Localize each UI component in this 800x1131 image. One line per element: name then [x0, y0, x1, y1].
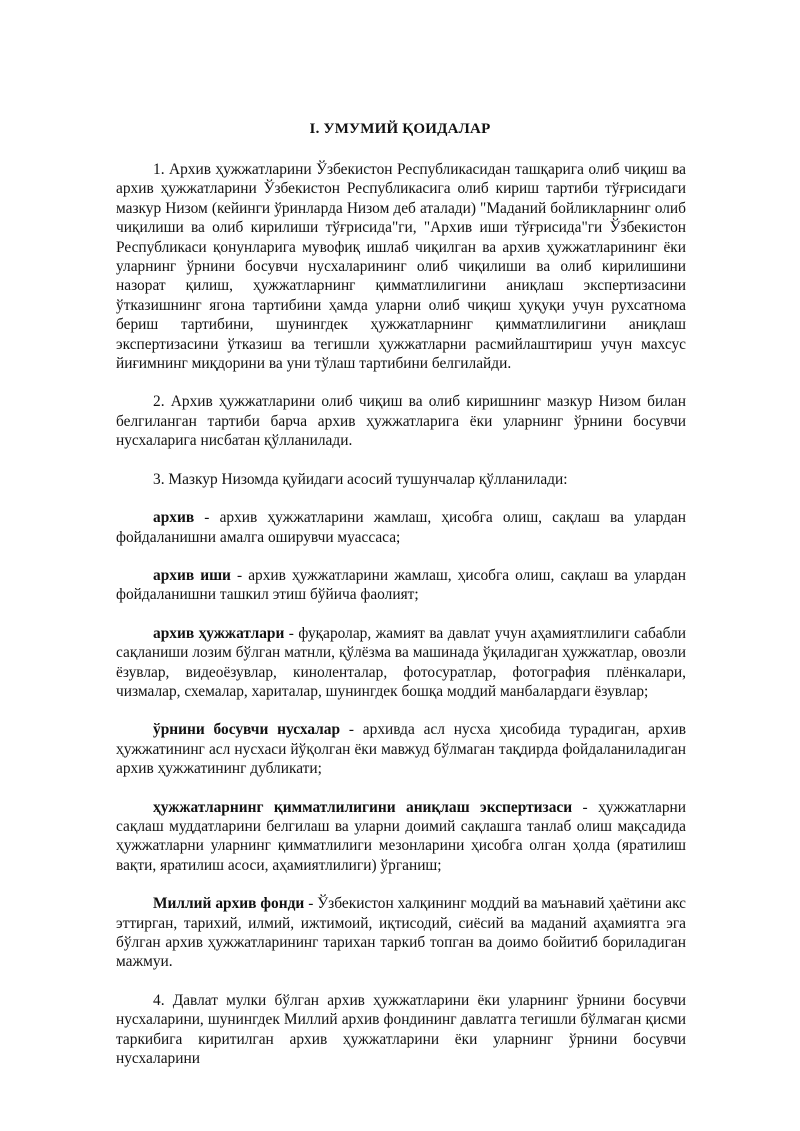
- definition-archive: [116, 508, 686, 547]
- definition-replacement-copies: [116, 720, 686, 778]
- paragraph-2: 2. Архив ҳужжатларини олиб чиқиш ва олиб киришнинг мазкур Низом билан белгиланган тартиби барча архив ҳужжатларига ёки уларнинг ўрнини босувчи нусхаларига нисбатан қўлланилади.: [116, 393, 686, 450]
- definition-term: архив ҳужжатлари: [153, 624, 285, 642]
- definition-text: - архив ҳужжатларини жамлаш, ҳисобга олиш, сақлаш ва улардан фойдаланишни ташкил этиш бўйича фаолият;: [116, 566, 686, 604]
- definition-term: архив: [153, 509, 195, 527]
- definition-archive-work: [116, 566, 686, 605]
- paragraph-1: 1. Архив ҳужжатларини Ўзбекистон Республикасидан ташқарига олиб чиқиш ва архив ҳужжатларини Ўзбекистон Республикасига олиб кириш тартиби тўғрисидаги мазкур Низом (кейинги ўринларда Низом деб аталади) "Маданий бойликларнинг олиб чиқилиши ва олиб кирилиши тўғрисида"ги, "Архив иши тўғрисида"ги Ўзбекистон Республикаси қонунларига мувофиқ ишлаб чиқилган ва архив ҳужжатларининг ёки уларнинг ўрнини босувчи нусхаларининг олиб чиқилиши ва олиб кирилишини назорат қилиш, ҳужжатларнинг қимматлилигини аниқлаш экспертизасини ўтказишнинг ягона тартибини ҳамда уларни олиб чиқиш ҳуқуқи учун рухсатнома бериш тартибини, шунингдек ҳужжатларнинг қимматлилигини аниқлаш экспертизасини ўтказиш ва тегишли ҳужжатларни расмийлаштириш учун махсус йиғимнинг миқдорини ва уни тўлаш тартибини белгилайди.: [116, 161, 686, 373]
- definition-national-archive-fund: [116, 894, 686, 972]
- definition-term: архив иши: [153, 566, 231, 584]
- definition-text: - ҳужжатларни сақлаш муддатларини белгилаш ва уларни доимий сақлашга танлаб олиш мақсадида ҳужжатларни уларнинг қимматлилиги мезонларини ҳисобга олган ҳолда (яратилиш вақти, яратилиш асоси, аҳамиятлилиги) ўрганиш;: [116, 798, 686, 874]
- definition-term: Миллий архив фонди: [153, 895, 305, 913]
- definition-archive-documents: [116, 624, 686, 702]
- paragraph-4: 4. Давлат мулки бўлган архив ҳужжатларини ёки уларнинг ўрнини босувчи нусхаларини, шунингдек Миллий архив фондининг давлатга тегишли бўлмаган қисми таркибига киритилган архив ҳужжатларини ёки уларнинг ўрнини босувчи нусхаларини: [116, 991, 686, 1068]
- definition-text: - фуқаролар, жамият ва давлат учун аҳамиятлилиги сабабли сақланиши лозим бўлган матнли, қўлёзма ва машинада ўқиладиган ҳужжатлар, овозли ёзувлар, видеоёзувлар, киноленталар, фотосуратлар, фотография плёнкалари, чизмалар, схемалар, хариталар, шунингдек бошқа моддий манбалардаги ёзувлар;: [116, 624, 687, 700]
- definition-text: - архив ҳужжатларини жамлаш, ҳисобга олиш, сақлаш ва улардан фойдаланишни амалга оширувчи муассаса;: [116, 509, 686, 546]
- definition-text: - Ўзбекистон халқининг моддий ва маънавий ҳаётини акс эттирган, тарихий, илмий, ижтимоий, иқтисодий, сиёсий ва маданий аҳамиятга эга бўлган архив ҳужжатларининг тарихан таркиб топган ва доимо бойитиб бориладиган мажмуи.: [116, 895, 687, 971]
- paragraph-3: 3. Мазкур Низомда қуйидаги асосий тушунчалар қўлланилади:: [153, 470, 568, 488]
- section-heading: I. УМУМИЙ ҚОИДАЛАР: [309, 121, 491, 137]
- definition-value-expertise: [116, 798, 686, 876]
- definition-term: ўрнини босувчи нусхалар: [153, 721, 341, 739]
- definition-term: ҳужжатларнинг қимматлилигини аниқлаш экспертизаси: [153, 798, 573, 816]
- definition-text: - архивда асл нусха ҳисобида турадиган, архив ҳужжатининг асл нусхаси йўқолган ёки мавжуд бўлмаган тақдирда фойдаланиладиган архив ҳужжатининг дубликати;: [116, 721, 686, 778]
- document-body: [116, 160, 686, 1068]
